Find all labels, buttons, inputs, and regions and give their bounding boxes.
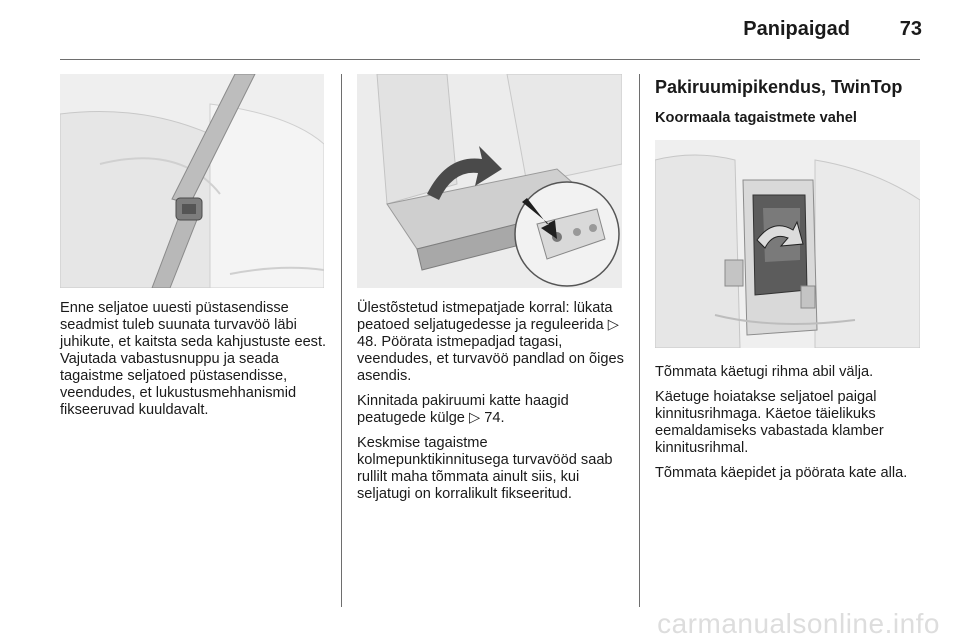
column-right-text [655, 364, 923, 490]
watermark: carmanualsonline.info [657, 608, 940, 639]
section-heading: Pakiruumipikendus, TwinTop [655, 77, 903, 97]
column-left-text [60, 300, 328, 427]
paragraph: Kinnitada pakiruumi katte haagid peatugede külge ▷ 74. [357, 393, 569, 426]
page-number: 73 [899, 18, 922, 40]
paragraph: Keskmise tagaistme kolmepunktikinnitusega turvavööd saab rullilt maha tõmmata ainult siis, kui seljatugi on korralikult fikseeritud. [357, 435, 613, 502]
column-middle-text [357, 300, 625, 511]
column-divider-left [341, 74, 342, 607]
paragraph: Ülestõstetud istmepatjade korral: lükata peatoed seljatugedesse ja reguleerida ▷ 48. Pöörata istmepadjad tagasi, veendudes, et turvavöö pandlad on õiges asendis. [357, 300, 624, 384]
page-header-title: Panipaigad [743, 18, 850, 40]
column-divider-right [639, 74, 640, 607]
section-subheading: Koormaala tagaistmete vahel [655, 110, 857, 126]
paragraph: Enne seljatoe uuesti püstasendisse seadmist tuleb suunata turvavöö läbi juhikute, et kaitsta seda kahjustuste eest. Vajutada vabastusnuppu ja seada tagaistme seljatoed püstasendisse, veendudes, et lukustusmehhanismid fikseeruvad kuuldavalt. [60, 300, 327, 418]
seatbelt-illustration-icon [60, 74, 324, 288]
seat-cushion-illustration-icon [357, 74, 622, 288]
paragraph: Tõmmata käetugi rihma abil välja. [655, 364, 874, 380]
paragraph: Tõmmata käepidet ja pöörata kate alla. [655, 465, 908, 481]
header-rule [60, 59, 920, 60]
paragraph: Käetuge hoiatakse seljatoel paigal kinnitusrihmaga. Käetoe täielikuks eemaldamiseks vabastada klamber kinnitusrihmal. [655, 389, 884, 456]
armrest-illustration-icon [655, 140, 920, 348]
